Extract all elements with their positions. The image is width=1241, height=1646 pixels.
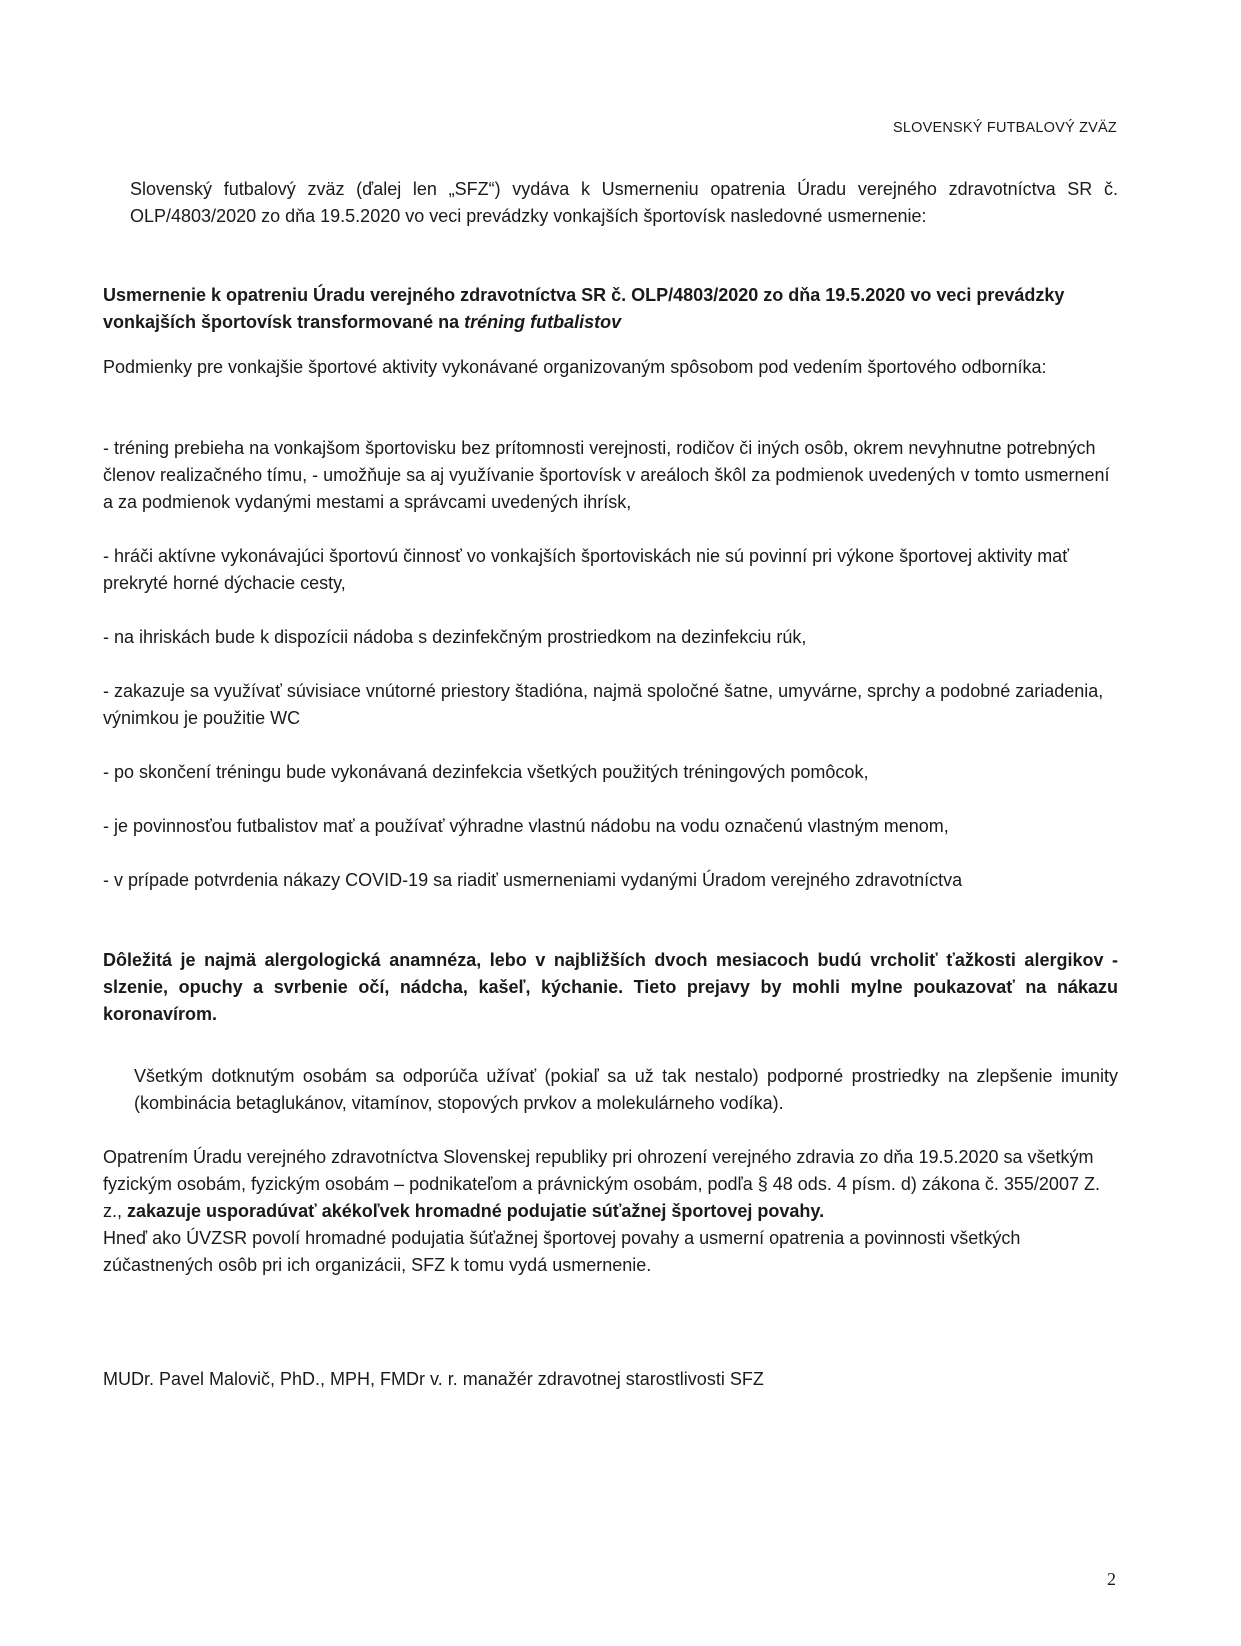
- allergy-warning: Dôležitá je najmä alergologická anamnéza, lebo v najbližších dvoch mesiacoch budú vrcholiť ťažkosti alergikov - slzenie, opuchy a svrbenie očí, nádcha, kašeľ, kýchanie. Tieto prejavy by mohli mylne poukazovať na nákazu koronavírom.: [103, 950, 1118, 1024]
- immunity-advice: Všetkým dotknutým osobám sa odporúča užívať (pokiaľ sa už tak nestalo) podporné prostriedky na zlepšenie imunity (kombinácia betaglukánov, vitamínov, stopových prvkov a molekulárneho vodíka).: [134, 1066, 1118, 1113]
- condition-item: - tréning prebieha na vonkajšom športovisku bez prítomnosti verejnosti, rodičov či iných osôb, okrem nevyhnutne potrebných členov realizačného tímu, - umožňuje sa aj využívanie športovísk v areáloch škôl za podmienok uvedených v tomto usmernení a za podmienok vydanými mestami a správcami uvedených ihrísk,: [103, 438, 1110, 512]
- page-number: 2: [1107, 1569, 1116, 1589]
- organization-header: SLOVENSKÝ FUTBALOVÝ ZVÄZ: [893, 120, 1117, 136]
- section-title-emphasis: tréning futbalistov: [464, 312, 622, 332]
- condition-item: - na ihriskách bude k dispozícii nádoba s dezinfekčným prostriedkom na dezinfekciu rúk,: [103, 627, 807, 647]
- measure-text: Opatrením Úradu verejného zdravotníctva Slovenskej republiky pri ohrození verejného zdravia zo dňa 19.5.2020 sa všetkým fyzickým osobám, fyzickým osobám – podnikateľom a právnickým osobám, podľa § 48 ods. 4 písm. d) zákona č. 355/2007 Z. z.,: [103, 1147, 1100, 1221]
- condition-item: - v prípade potvrdenia nákazy COVID-19 sa riadiť usmerneniami vydanými Úradom verejného zdravotníctva: [103, 870, 963, 890]
- measure-followup: Hneď ako ÚVZSR povolí hromadné podujatia šúťažnej športovej povahy a usmerní opatrenia a povinnosti všetkých zúčastnených osôb pri ich organizácii, SFZ k tomu vydá usmernenie.: [103, 1228, 1021, 1275]
- condition-item: - po skončení tréningu bude vykonávaná dezinfekcia všetkých použitých tréningových pomôcok,: [103, 762, 869, 782]
- conditions-intro: Podmienky pre vonkajšie športové aktivity vykonávané organizovaným spôsobom pod vedením športového odborníka:: [103, 357, 1047, 377]
- section-title: [103, 282, 1118, 336]
- measure-paragraph: [103, 1144, 1118, 1225]
- measure-prohibition: zakazuje usporadúvať akékoľvek hromadné podujatie súťažnej športovej povahy.: [127, 1201, 825, 1221]
- condition-item: - zakazuje sa využívať súvisiace vnútorné priestory štadióna, najmä spoločné šatne, umyvárne, sprchy a podobné zariadenia, výnimkou je použitie WC: [103, 681, 1104, 728]
- condition-item: - hráči aktívne vykonávajúci športovú činnosť vo vonkajších športoviskách nie sú povinní pri výkone športovej aktivity mať prekryté horné dýchacie cesty,: [103, 546, 1069, 593]
- signature: MUDr. Pavel Malovič, PhD., MPH, FMDr v. r. manažér zdravotnej starostlivosti SFZ: [103, 1369, 764, 1389]
- intro-paragraph: Slovenský futbalový zväz (ďalej len „SFZ“) vydáva k Usmerneniu opatrenia Úradu verejného zdravotníctva SR č. OLP/4803/2020 zo dňa 19.5.2020 vo veci prevádzky vonkajších športovísk nasledovné usmernenie:: [130, 179, 1118, 226]
- measure-section: [103, 1144, 1118, 1279]
- condition-item: - je povinnosťou futbalistov mať a používať výhradne vlastnú nádobu na vodu označenú vlastným menom,: [103, 816, 949, 836]
- section-title-main: Usmernenie k opatreniu Úradu verejného zdravotníctva SR č. OLP/4803/2020 zo dňa 19.5.2020 vo veci prevádzky vonkajších športovísk transformované na: [103, 285, 1065, 332]
